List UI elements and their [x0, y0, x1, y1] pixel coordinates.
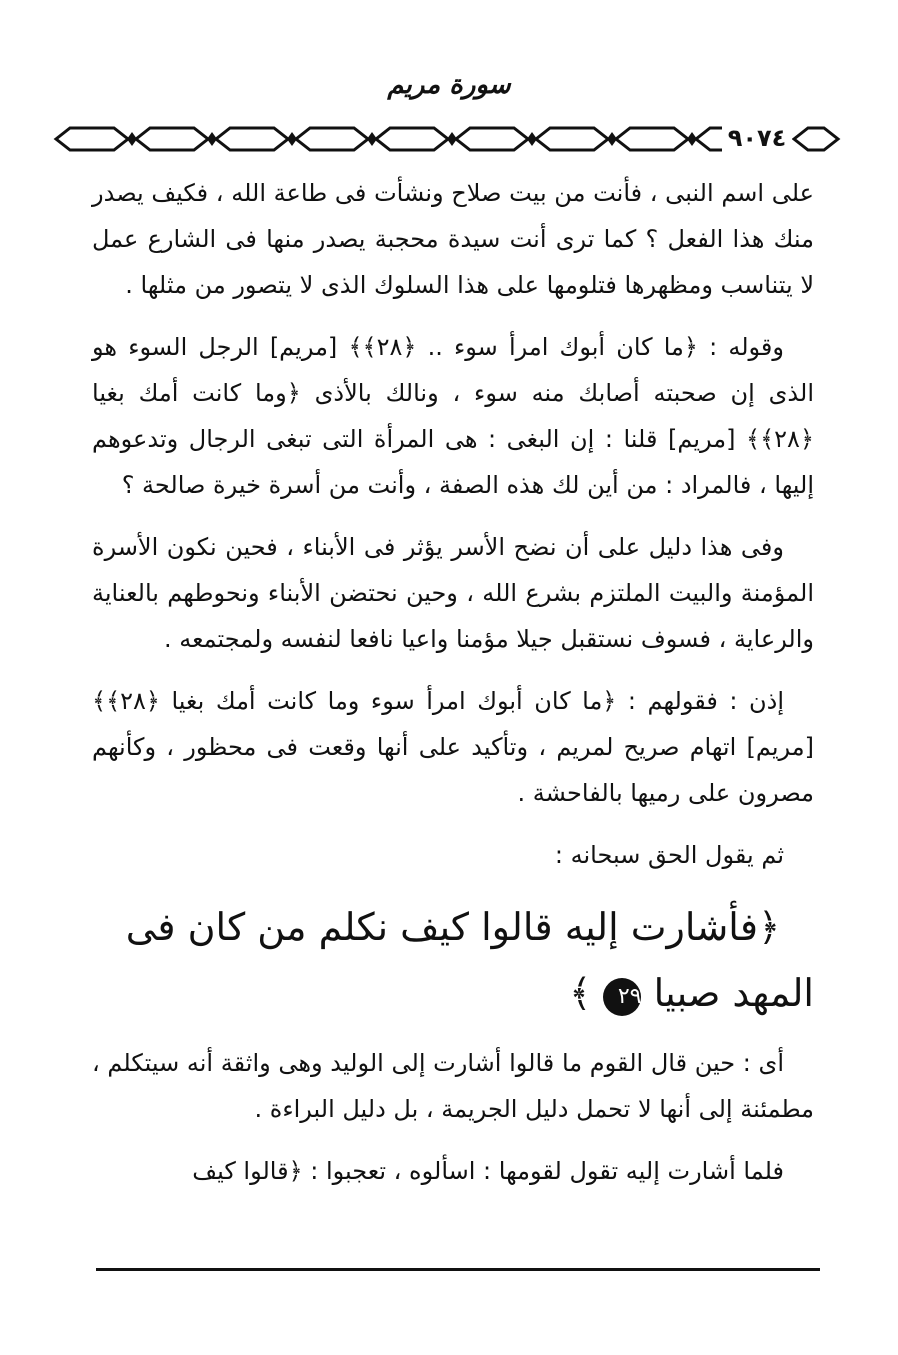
main-text [92, 170, 814, 1210]
footer-rule [96, 1268, 820, 1271]
verse-number: ٢٩ [603, 978, 641, 1016]
paragraph: وقوله : ﴿ما كان أبوك امرأ سوء .. ﴿٢٨﴾﴾ [مريم] الرجل السوء هو الذى إن صحبته أصابك منه سوء ، ونالك بالأذى ﴿وما كانت أمك بغيا ﴿٢٨﴾﴾ [مريم] قلنا : إن البغى : هى المرأة التى تبغى الرجال وتدعوهم إليها ، فالمراد : من أين لك هذه الصفة ، وأنت من أسرة خيرة صالحة ؟ [92, 333, 814, 499]
surah-title: سورة مريم [387, 70, 511, 100]
paragraph: أى : حين قال القوم ما قالوا أشارت إلى الوليد وهى واثقة أنه سيتكلم ، مطمئنة إلى أنها لا تحمل دليل الجريمة ، بل دليل البراءة . [92, 1049, 814, 1123]
paragraph: فلما أشارت إليه تقول لقومها : اسألوه ، تعجبوا : ﴿قالوا كيف [192, 1157, 784, 1185]
verse-text: ﴿فأشارت إليه قالوا كيف نكلم من كان فى المهد صبيا [125, 905, 814, 1015]
paragraph: وفى هذا دليل على أن نضح الأسر يؤثر فى الأبناء ، فحين نكون الأسرة المؤمنة والبيت الملتزم بشرع الله ، وحين نحتضن الأبناء ونحوطهم بالعناية والرعاية ، فسوف نستقبل جيلا مؤمنا واعيا نافعا لنفسه ولمجتمعه . [92, 533, 814, 653]
paragraph: إذن : فقولهم : ﴿ما كان أبوك امرأ سوء وما كانت أمك بغيا ﴿٢٨﴾﴾ [مريم] اتهام صريح لمريم ، وتأكيد على أنها وقعت فى محظور ، وكأنهم مصرون على رميها بالفاحشة . [92, 687, 814, 807]
quran-verse [92, 894, 814, 1026]
paragraph: ثم يقول الحق سبحانه : [554, 841, 784, 869]
page-number: ٩٠٧٤ [722, 120, 792, 156]
paragraph: على اسم النبى ، فأنت من بيت صلاح ونشأت فى طاعة الله ، فكيف يصدر منك هذا الفعل ؟ كما ترى أنت سيدة محجبة يصدر منها فى الشارع عمل لا يتناسب ومظهرها فتلومها على هذا السلوك الذى لا يتصور من مثلها . [92, 179, 814, 299]
verse-close-bracket: ﴾ [569, 971, 592, 1015]
